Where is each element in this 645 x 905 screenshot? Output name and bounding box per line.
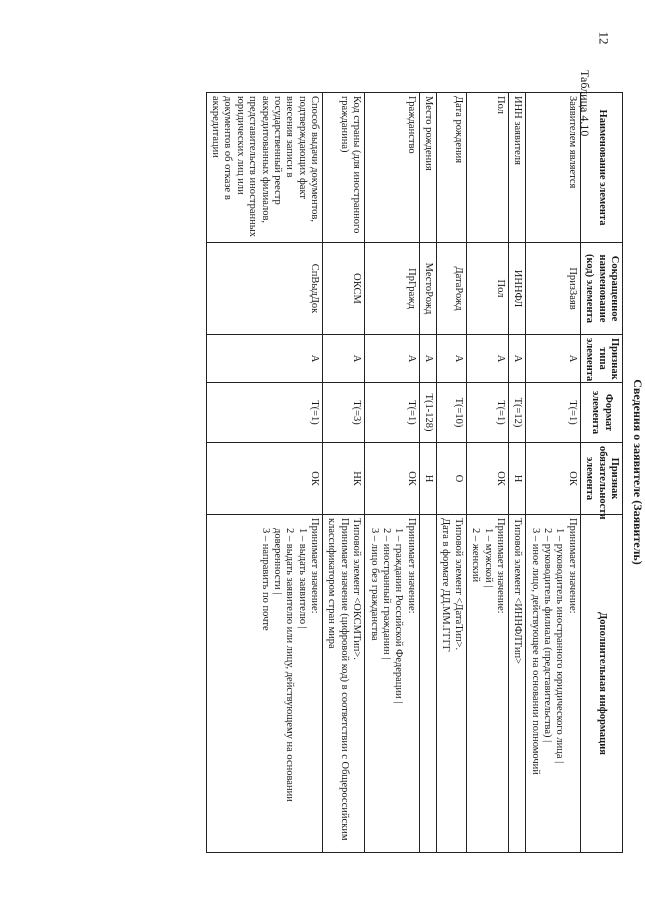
cell-format: Т(=3)	[323, 383, 365, 443]
cell-name: ИНН заявителя	[509, 93, 526, 243]
cell-format: Т(=1)	[365, 383, 420, 443]
cell-required: Н	[509, 443, 526, 515]
cell-info	[526, 515, 581, 853]
cell-name: Пол	[466, 93, 508, 243]
info-line: Принимает значение:	[309, 518, 321, 614]
rotated-sheet	[115, 92, 645, 852]
cell-format: Т(=1)	[526, 383, 581, 443]
cell-name: Заявителем является	[526, 93, 581, 243]
cell-format: Т(=1)	[206, 383, 322, 443]
table-row	[526, 93, 581, 853]
cell-required: ОК	[466, 443, 508, 515]
col-header-format: Формат элемента	[580, 383, 622, 443]
cell-info	[206, 515, 322, 853]
table-header-row	[580, 93, 622, 853]
cell-type: А	[206, 335, 322, 383]
cell-code: ПризЗаяв	[526, 243, 581, 335]
info-line: 2 – выдать заявителю или лицу, действующему на основании доверенности |	[272, 528, 296, 802]
info-line: 1 – руководитель иностранного юридического лица |	[554, 528, 566, 764]
info-line: 2 – иностранный гражданин |	[381, 528, 392, 660]
cell-code: ИННФЛ	[509, 243, 526, 335]
info-line: 1 – мужской |	[482, 528, 494, 588]
cell-info	[437, 515, 467, 853]
cell-format: Т(=12)	[509, 383, 526, 443]
cell-format: Т(1-128)	[419, 383, 436, 443]
table-caption: Сведения о заявителе (Заявитель)	[631, 379, 645, 565]
table-row	[323, 93, 365, 853]
table-row	[509, 93, 526, 853]
cell-code: Пол	[466, 243, 508, 335]
cell-required: НК	[323, 443, 365, 515]
cell-format: Т(=10)	[437, 383, 467, 443]
info-line: 1 – гражданин Российской Федерации |	[393, 528, 405, 704]
spec-table	[206, 92, 623, 853]
cell-name: Дата рождения	[437, 93, 467, 243]
table-row	[206, 93, 322, 853]
cell-type: А	[365, 335, 420, 383]
cell-info	[365, 515, 420, 853]
info-line: Принимает значение (цифровой код) в соответствии с Общероссийским классификатором стран мира	[326, 518, 350, 841]
col-header-name: Наименование элемента	[580, 93, 622, 243]
info-line: Принимает значение:	[495, 518, 506, 614]
cell-required: ОК	[206, 443, 322, 515]
cell-type: А	[437, 335, 467, 383]
table-label: Таблица 4.10	[578, 70, 592, 137]
col-header-info: Дополнительная информация	[580, 515, 622, 853]
info-line: Типовой элемент <ОКСМТип>.	[351, 518, 363, 660]
info-line: Дата в формате ДД.ММ.ГГГГ	[440, 518, 452, 652]
cell-info	[509, 515, 526, 853]
info-line: 3 – лицо без гражданства	[368, 528, 380, 641]
cell-type: А	[526, 335, 581, 383]
info-line: Принимает значение:	[566, 518, 578, 614]
table-row	[419, 93, 436, 853]
cell-info	[466, 515, 508, 853]
cell-type: А	[419, 335, 436, 383]
cell-code: ДатаРожд	[437, 243, 467, 335]
cell-name: Способ выдачи документов, подтверждающих факт внесения записи в государственный реестр аккредитованных филиалов, представительств иностранных юридических лиц или документов об отказе в аккредитации	[206, 93, 322, 243]
info-line: 2 – женский	[470, 528, 482, 583]
cell-type: А	[509, 335, 526, 383]
info-line: Типовой элемент <ИННФЛТип>	[512, 518, 524, 664]
cell-name: Код страны (для иностранного гражданина)	[323, 93, 365, 243]
cell-type: А	[323, 335, 365, 383]
table-row	[365, 93, 420, 853]
cell-required: ОК	[526, 443, 581, 515]
info-line: Типовой элемент <ДатаТип>.	[452, 518, 464, 651]
cell-required: ОК	[365, 443, 420, 515]
cell-required: Н	[419, 443, 436, 515]
info-line: 3 – направить по почте	[259, 528, 271, 631]
cell-format: Т(=1)	[466, 383, 508, 443]
page-number: 12	[596, 31, 612, 45]
cell-type: А	[466, 335, 508, 383]
cell-required: О	[437, 443, 467, 515]
cell-info	[419, 515, 436, 853]
col-header-type: Признак типа элемента	[580, 335, 622, 383]
info-line: 2 – руководитель филиала (представительства) |	[542, 528, 554, 743]
table-row	[437, 93, 467, 853]
col-header-code: Сокращенное наименование (код) элемента	[580, 243, 622, 335]
col-header-required: Признак обязательности элемента	[580, 443, 622, 515]
cell-name: Гражданство	[365, 93, 420, 243]
info-line: Принимает значение:	[405, 518, 417, 614]
info-line: 3 – иное лицо, действующее на основании полномочий	[529, 528, 541, 775]
cell-code: ОКСМ	[323, 243, 365, 335]
cell-name: Место рождения	[419, 93, 436, 243]
cell-code: МестоРожд	[419, 243, 436, 335]
cell-code: СпВыдДок	[206, 243, 322, 335]
cell-code: ПрГражд	[365, 243, 420, 335]
cell-info	[323, 515, 365, 853]
info-line: 1 – выдать заявителю |	[296, 528, 308, 629]
table-row	[466, 93, 508, 853]
